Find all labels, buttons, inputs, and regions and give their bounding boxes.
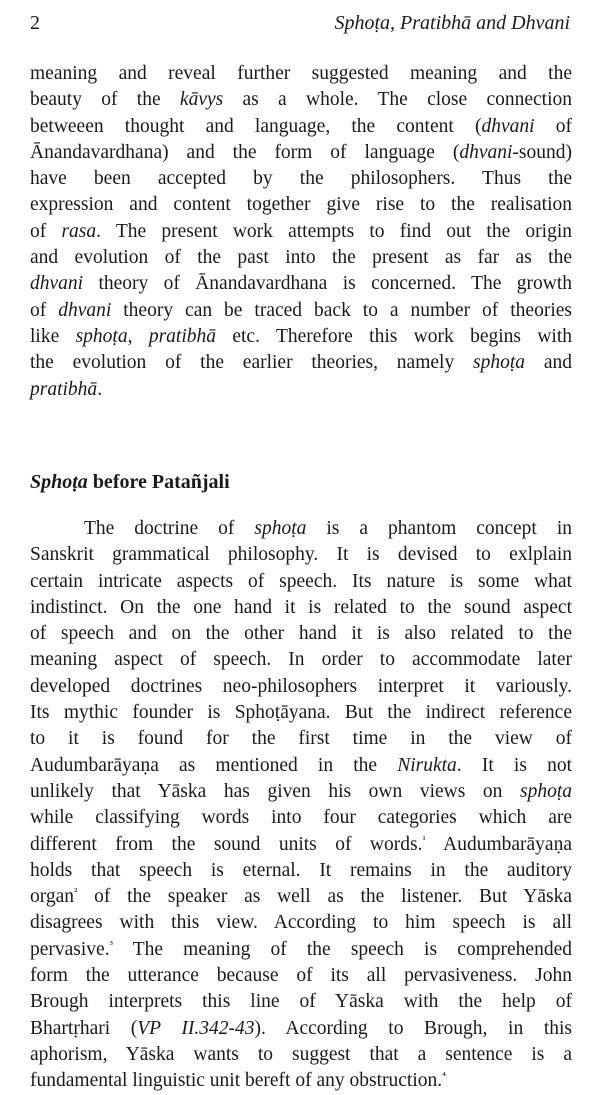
text-line: pervasive.$^{^3}$ The meaning of the speech is comprehended	[30, 938, 572, 960]
text-line: and evolution of the past into the present as far as the	[30, 247, 572, 269]
page-header	[30, 12, 570, 35]
paragraph-sphota	[30, 516, 572, 1095]
text-line: certain intricate aspects of speech. Its nature is some what	[30, 570, 572, 592]
heading-rest: before Patañjali	[87, 471, 230, 493]
text-line: Bhartṛhari (VP II.342-43). According to Brough, in this	[30, 1017, 573, 1039]
text-line: of rasa. The present work attempts to find out the origin	[30, 220, 572, 242]
text-line: have been accepted by the philosophers. Thus the	[30, 168, 572, 190]
text-line: unlikely that Yāska has given his own views on sphoṭa	[30, 780, 572, 802]
text-line: Its mythic founder is Sphoṭāyana. But the indirect reference	[30, 702, 572, 724]
text-line: betweeen thought and language, the content (dhvani of	[30, 115, 572, 137]
text-line: Ānandavardhana) and the form of language (dhvani-sound)	[30, 141, 572, 163]
text-line: indistinct. On the one hand it is related to the sound aspect	[30, 596, 572, 618]
text-line: fundamental linguistic unit bereft of any obstruction.$^{^4}$	[30, 1070, 446, 1092]
text-line: pratibhā.	[30, 378, 103, 400]
text-line: while classifying words into four categories which are	[30, 807, 572, 829]
heading-italic: Sphoṭa	[30, 471, 88, 493]
text-line: different from the sound units of words.$^{^1}$ Audumbarāyaṇa	[30, 833, 572, 855]
text-line: of speech and on the other hand it is also related to the	[30, 623, 572, 645]
text-line: meaning and reveal further suggested meaning and the	[30, 63, 572, 84]
text-line: Sanskrit grammatical philosophy. It is devised to exlplain	[30, 544, 572, 566]
text-line: The doctrine of sphoṭa is a phantom concept in	[84, 518, 573, 539]
text-line: of dhvani theory can be traced back to a number of theories	[30, 299, 572, 321]
text-line: like sphoṭa, pratibhā etc. Therefore this work begins with	[30, 325, 573, 347]
text-line: organ$^{^2}$ of the speaker as well as the listener. But Yāska	[30, 886, 572, 908]
text-line: holds that speech is eternal. It remains in the auditory	[30, 859, 572, 881]
text-line: to it is found for the first time in the view of	[30, 728, 572, 750]
text-line: meaning aspect of speech. In order to accommodate later	[30, 649, 572, 671]
text-line: developed doctrines neo-philosophers interpret it variously.	[30, 675, 572, 697]
text-line: form the utterance because of its all pervasiveness. John	[30, 965, 572, 987]
text-line: dhvani theory of Ānandavardhana is concerned. The growth	[30, 273, 572, 295]
paragraph-intro	[30, 61, 572, 403]
text-line: beauty of the kāvys as a whole. The close connection	[30, 89, 572, 111]
text-line: Audumbarāyaṇa as mentioned in the Nirukta. It is not	[30, 754, 572, 776]
page-number: 2	[30, 12, 40, 34]
text-line: aphorism, Yāska wants to suggest that a sentence is a	[30, 1043, 572, 1065]
text-line: disagrees with this view. According to him speech is all	[30, 912, 572, 934]
text-line: expression and content together give rise to the realisation	[30, 194, 572, 216]
section-heading	[30, 471, 230, 494]
running-title: Sphoṭa, Pratibhā and Dhvani	[334, 12, 570, 34]
text-line: the evolution of the earlier theories, namely sphoṭa and	[30, 352, 572, 374]
text-line: Brough interprets this line of Yāska with the help of	[30, 991, 572, 1013]
